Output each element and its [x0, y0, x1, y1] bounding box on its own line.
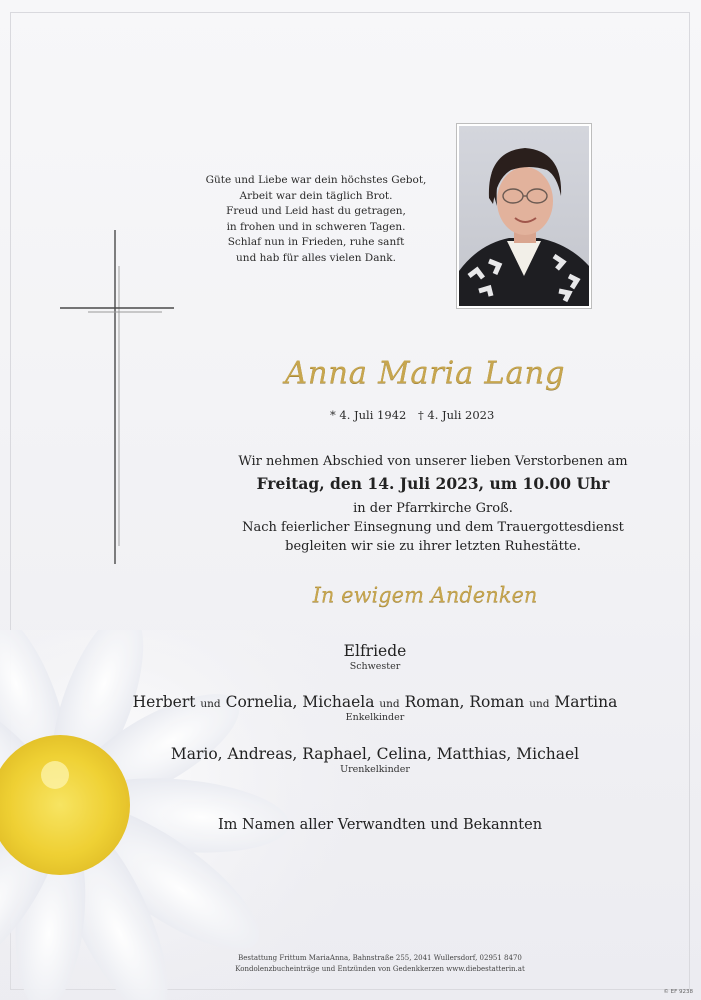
document-code: © EF 9238 [663, 989, 693, 995]
death-date: † 4. Juli 2023 [417, 408, 495, 422]
mourner-names: Herbert und Cornelia, Michaela und Roman, Roman und Martina [132, 693, 618, 711]
poem-line: Freud und Leid hast du getragen, [226, 205, 406, 217]
poem-line: in frohen und in schweren Tagen. [226, 220, 406, 233]
notice-service: Nach feierlicher Einsegnung und dem Trauergottesdienst [242, 520, 624, 535]
notice-burial: begleiten wir sie zu ihrer letzten Ruhestätte. [285, 539, 581, 554]
birth-date: * 4. Juli 1942 [330, 408, 407, 422]
poem-line: Arbeit war dein täglich Brot. [239, 189, 393, 202]
footer-website: Kondolenzbucheinträge und Entzünden von Gedenkkerzen www.diebestatterin.at [235, 964, 525, 973]
mourner-name: Elfriede [343, 642, 407, 660]
mourner-role: Schwester [349, 661, 401, 672]
funeral-notice [233, 452, 633, 556]
poem-line: Schlaf nun in Frieden, ruhe sanft [227, 236, 405, 248]
mourner-great-grandchildren [150, 745, 600, 775]
mourner-role: Urenkelkinder [340, 764, 410, 775]
poem-line: Güte und Liebe war dein höchstes Gebot, [205, 174, 427, 186]
footer [180, 953, 580, 974]
notice-intro: Wir nehmen Abschied von unserer lieben Verstorbenen am [238, 454, 628, 469]
notice-location: in der Pfarrkirche Groß. [353, 501, 513, 516]
mourner-names: Mario, Andreas, Raphael, Celina, Matthias, Michael [170, 745, 580, 763]
portrait-image [459, 126, 589, 306]
funeral-date: Freitag, den 14. Juli 2023, um 10.00 Uhr [256, 474, 610, 493]
daisy-flower-image [0, 630, 380, 1000]
life-dates [330, 408, 520, 422]
remembrance-heading: In ewigem Andenken [312, 583, 538, 607]
footer-address: Bestattung Frittum MariaAnna, Bahnstraße 255, 2041 Wullersdorf, 02951 8470 [238, 954, 522, 962]
mourner-role: Enkelkinder [345, 712, 405, 723]
poem [205, 173, 427, 266]
poem-line: und hab für alles vielen Dank. [236, 251, 396, 264]
portrait-photo [456, 123, 592, 309]
closing-line: Im Namen aller Verwandten und Bekannten [217, 817, 543, 833]
cross-symbol [58, 226, 178, 566]
deceased-name: Anna Maria Lang [284, 355, 566, 391]
mourner-grandchildren [130, 693, 620, 723]
mourner-sister [150, 642, 600, 672]
